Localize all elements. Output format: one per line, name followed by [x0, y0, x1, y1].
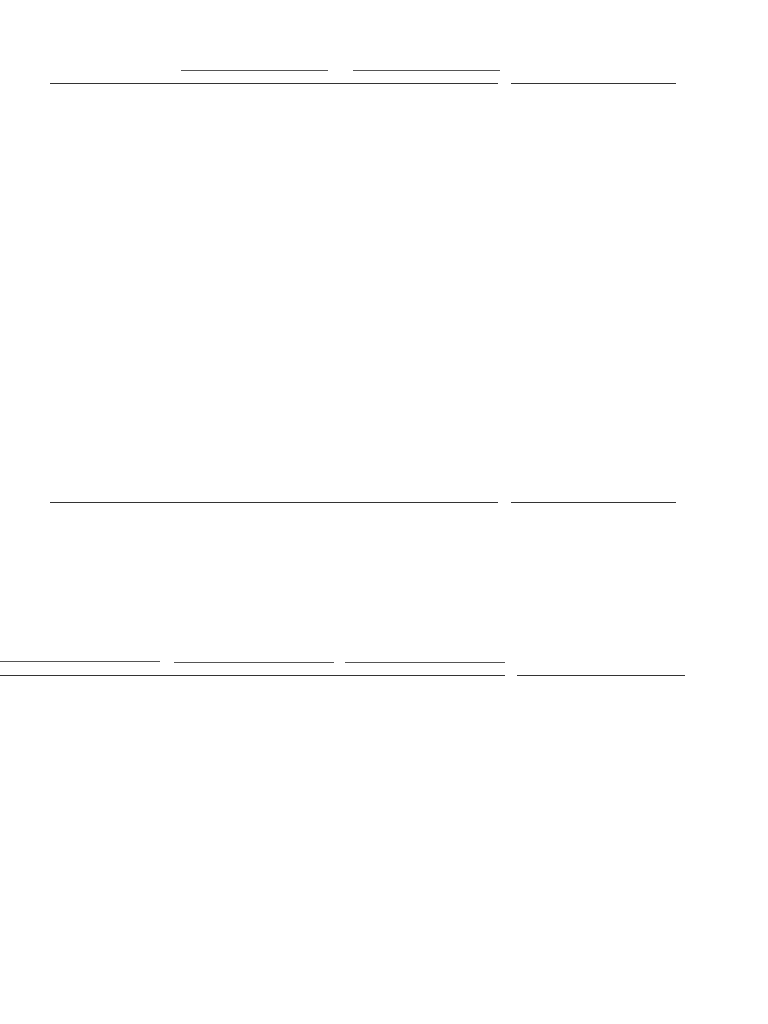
year-header-2015	[353, 62, 500, 71]
bottom-table-body	[0, 677, 768, 1024]
year-header-2025	[174, 654, 334, 663]
bottom-section	[0, 600, 768, 1024]
year-header-2030	[345, 654, 505, 663]
year-header-2010	[181, 62, 328, 71]
top-table-body	[0, 85, 768, 505]
year-header-2020	[0, 654, 160, 662]
